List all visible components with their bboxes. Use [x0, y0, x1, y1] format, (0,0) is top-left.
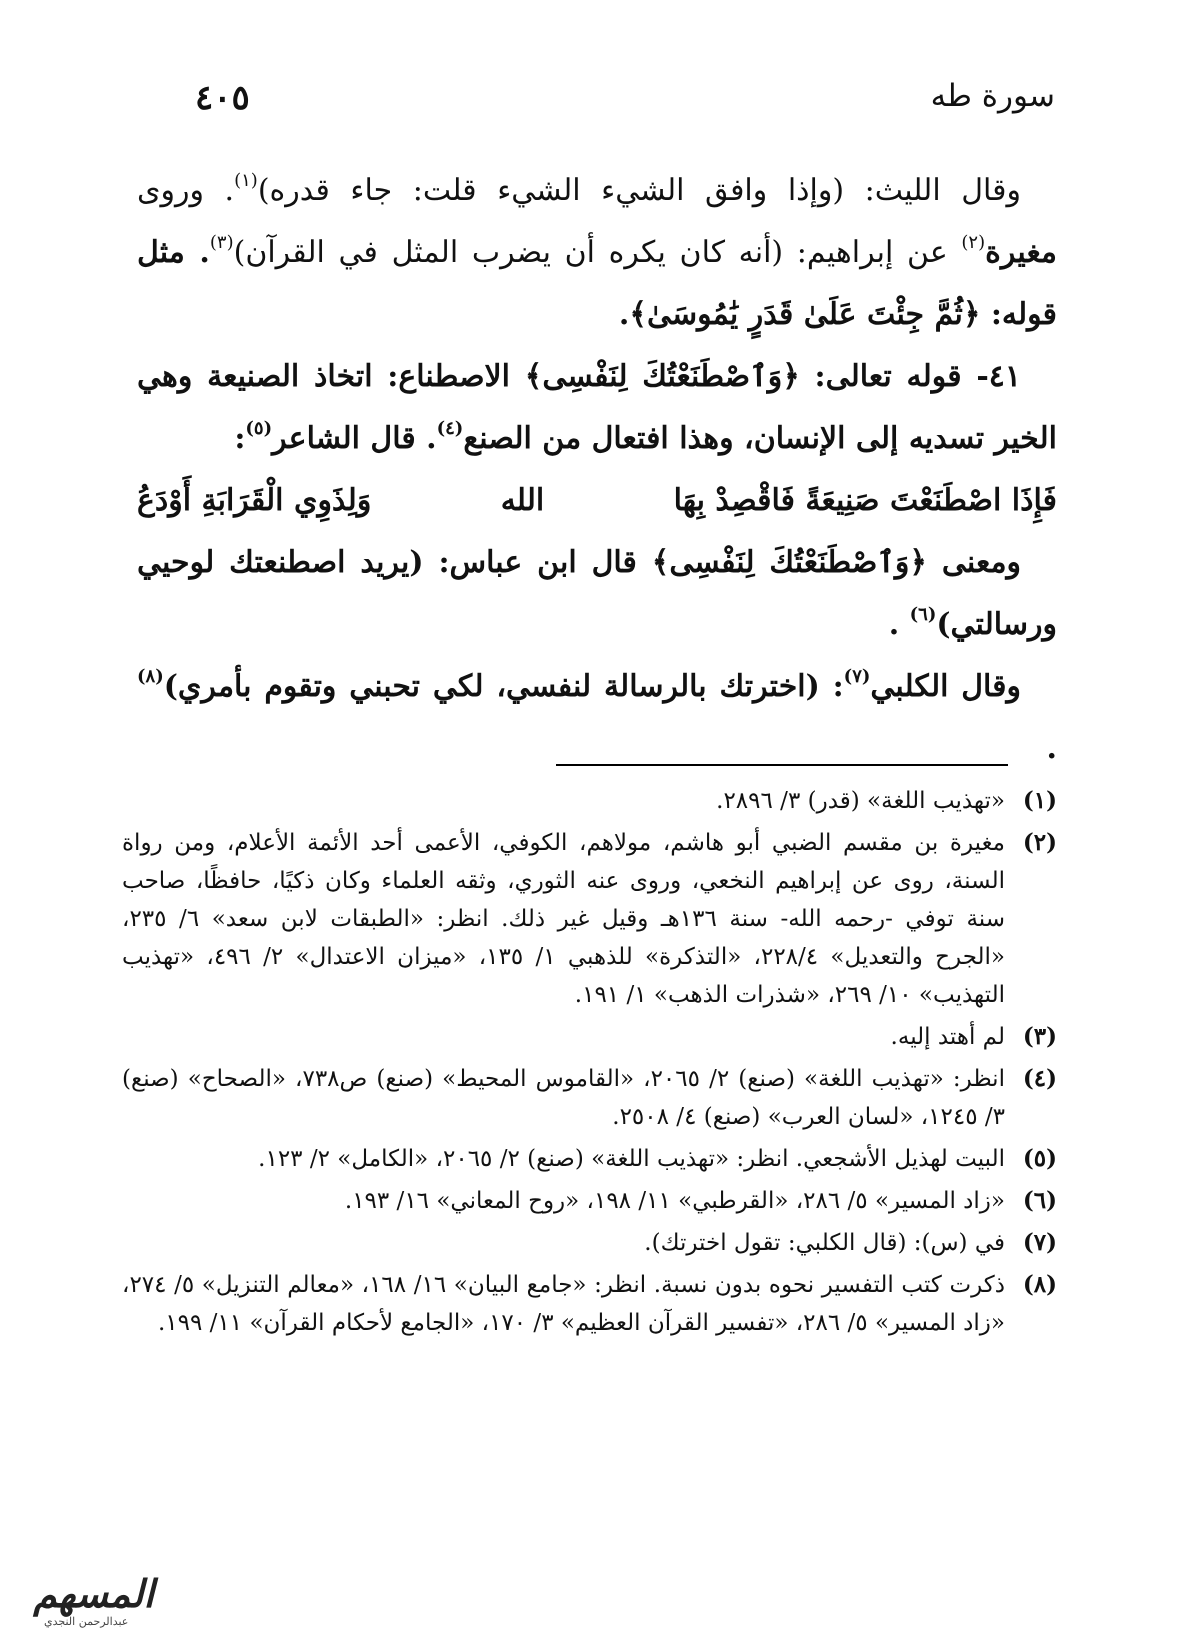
page-number: ٤٠٥: [195, 78, 250, 118]
footnote: (٧) في (س): (قال الكلبي: تقول اخترتك).: [644, 1229, 1057, 1256]
poetry-verse: [137, 470, 1057, 532]
footnote-ref-1: (١): [234, 170, 258, 191]
footnote: (٥) البيت لهذيل الأشجعي. انظر: «تهذيب اللغة» (صنع) ٢/ ٢٠٦٥، «الكامل» ٢/ ١٢٣.: [258, 1145, 1057, 1172]
footnotes: [122, 782, 1057, 1346]
main-text: [137, 160, 1057, 780]
paragraph-4: وقال الكلبي$^{(٧)}$: (اخترتك بالرسالة لنفسي، لكي تحبني وتقوم بأمري)$^{(٨)}$ .: [137, 666, 1057, 766]
footnote-ref-5: (٥): [245, 418, 273, 439]
paragraph-2: ٤١- قوله تعالى: ﴿وَٱصْطَنَعْتُكَ لِنَفْسِى﴾ الاصطناع: اتخاذ الصنيعة وهي الخير تسديه إلى الإنسان، وهذا افتعال من الصنع$^{(٤)}$. قال الشاعر$^{(٥)}$:: [137, 359, 1057, 456]
logo-subtext: عبدالرحمن النجدي: [44, 1615, 129, 1628]
publisher-logo: [14, 1572, 154, 1632]
surah-title: سورة طه: [930, 78, 1055, 114]
paragraph-3: ومعنى ﴿وَٱصْطَنَعْتُكَ لِنَفْسِى﴾ قال ابن عباس: (يريد اصطنعتك لوحيي ورسالتي)$^{(٦)}$ .: [137, 545, 1057, 642]
footnote: (٨) ذكرت كتب التفسير نحوه بدون نسبة. انظر: «جامع البيان» ١٦/ ١٦٨، «معالم التنزيل» ٥/ ٢٧٤، «زاد المسير» ٥/ ٢٨٦، «تفسير القرآن العظيم» ٣/ ١٧٠، «الجامع لأحكام القرآن» ١١/ ١٩٩.: [122, 1271, 1057, 1336]
footnote-divider: [556, 764, 1008, 766]
footnote: (١) «تهذيب اللغة» (قدر) ٣/ ٢٨٩٦.: [716, 787, 1057, 814]
footnote-ref-8: (٨): [137, 666, 164, 687]
footnote: (٢) مغيرة بن مقسم الضبي أبو هاشم، مولاهم، الكوفي، الأعمى أحد الأئمة الأعلام، ومن رواة السنة، روى عن إبراهيم النخعي، وروى عنه الثوري، وثقه العلماء وكان ذكيًا، حافظًا، صاحب سنة توفي -رحمه الله- سنة ١٣٦هـ وقيل غير ذلك. انظر: «الطبقات لابن سعد» ٦/ ٢٣٥، «الجرح والتعديل» ٢٢٨/٤، «التذكرة» للذهبي ١/ ١٣٥، «ميزان الاعتدال» ٢/ ٤٩٦، «تهذيب التهذيب» ١٠/ ٢٦٩، «شذرات الذهب» ١/ ١٩١.: [122, 829, 1057, 1008]
paragraph-1: وقال الليث: (وإذا وافق الشيء الشيء قلت: جاء قدره)$^{(١)}$. وروى مغيرة$^{(٢)}$ عن إبراهيم: (أنه كان يكره أن يضرب المثل في القرآن)$^{(٣)}$. مثل قوله: ﴿ثُمَّ جِئْتَ عَلَىٰ قَدَرٍ يَٰمُوسَىٰ﴾.: [137, 170, 1057, 332]
verse-second-hemistich: وَلِذَوِي الْقَرَابَةِ أَوْدَعُ: [137, 483, 372, 518]
footnote-ref-7: (٧): [843, 666, 871, 687]
verse-divine-name: الله: [500, 483, 545, 518]
footnote: (٣) لم أهتد إليه.: [890, 1023, 1057, 1050]
footnote: (٤) انظر: «تهذيب اللغة» (صنع) ٢/ ٢٠٦٥، «القاموس المحيط» (صنع) ص٧٣٨، «الصحاح» (صنع) ٣/ ١٢٤٥، «لسان العرب» (صنع) ٤/ ٢٥٠٨.: [122, 1065, 1057, 1130]
footnote-ref-4: (٤): [436, 418, 464, 439]
footnote-ref-6: (٦): [909, 604, 937, 625]
verse-first-hemistich: فَإِذَا اصْطَنَعْتَ صَنِيعَةً فَاقْصِدْ بِهَا: [673, 483, 1057, 518]
footnote-ref-3: (٣): [209, 232, 234, 253]
logo-text: المسهم: [33, 1571, 154, 1616]
footnote: (٦) «زاد المسير» ٥/ ٢٨٦، «القرطبي» ١١/ ١٩٨، «روح المعاني» ١٦/ ١٩٣.: [344, 1187, 1057, 1214]
footnote-ref-2: (٢): [961, 232, 986, 253]
